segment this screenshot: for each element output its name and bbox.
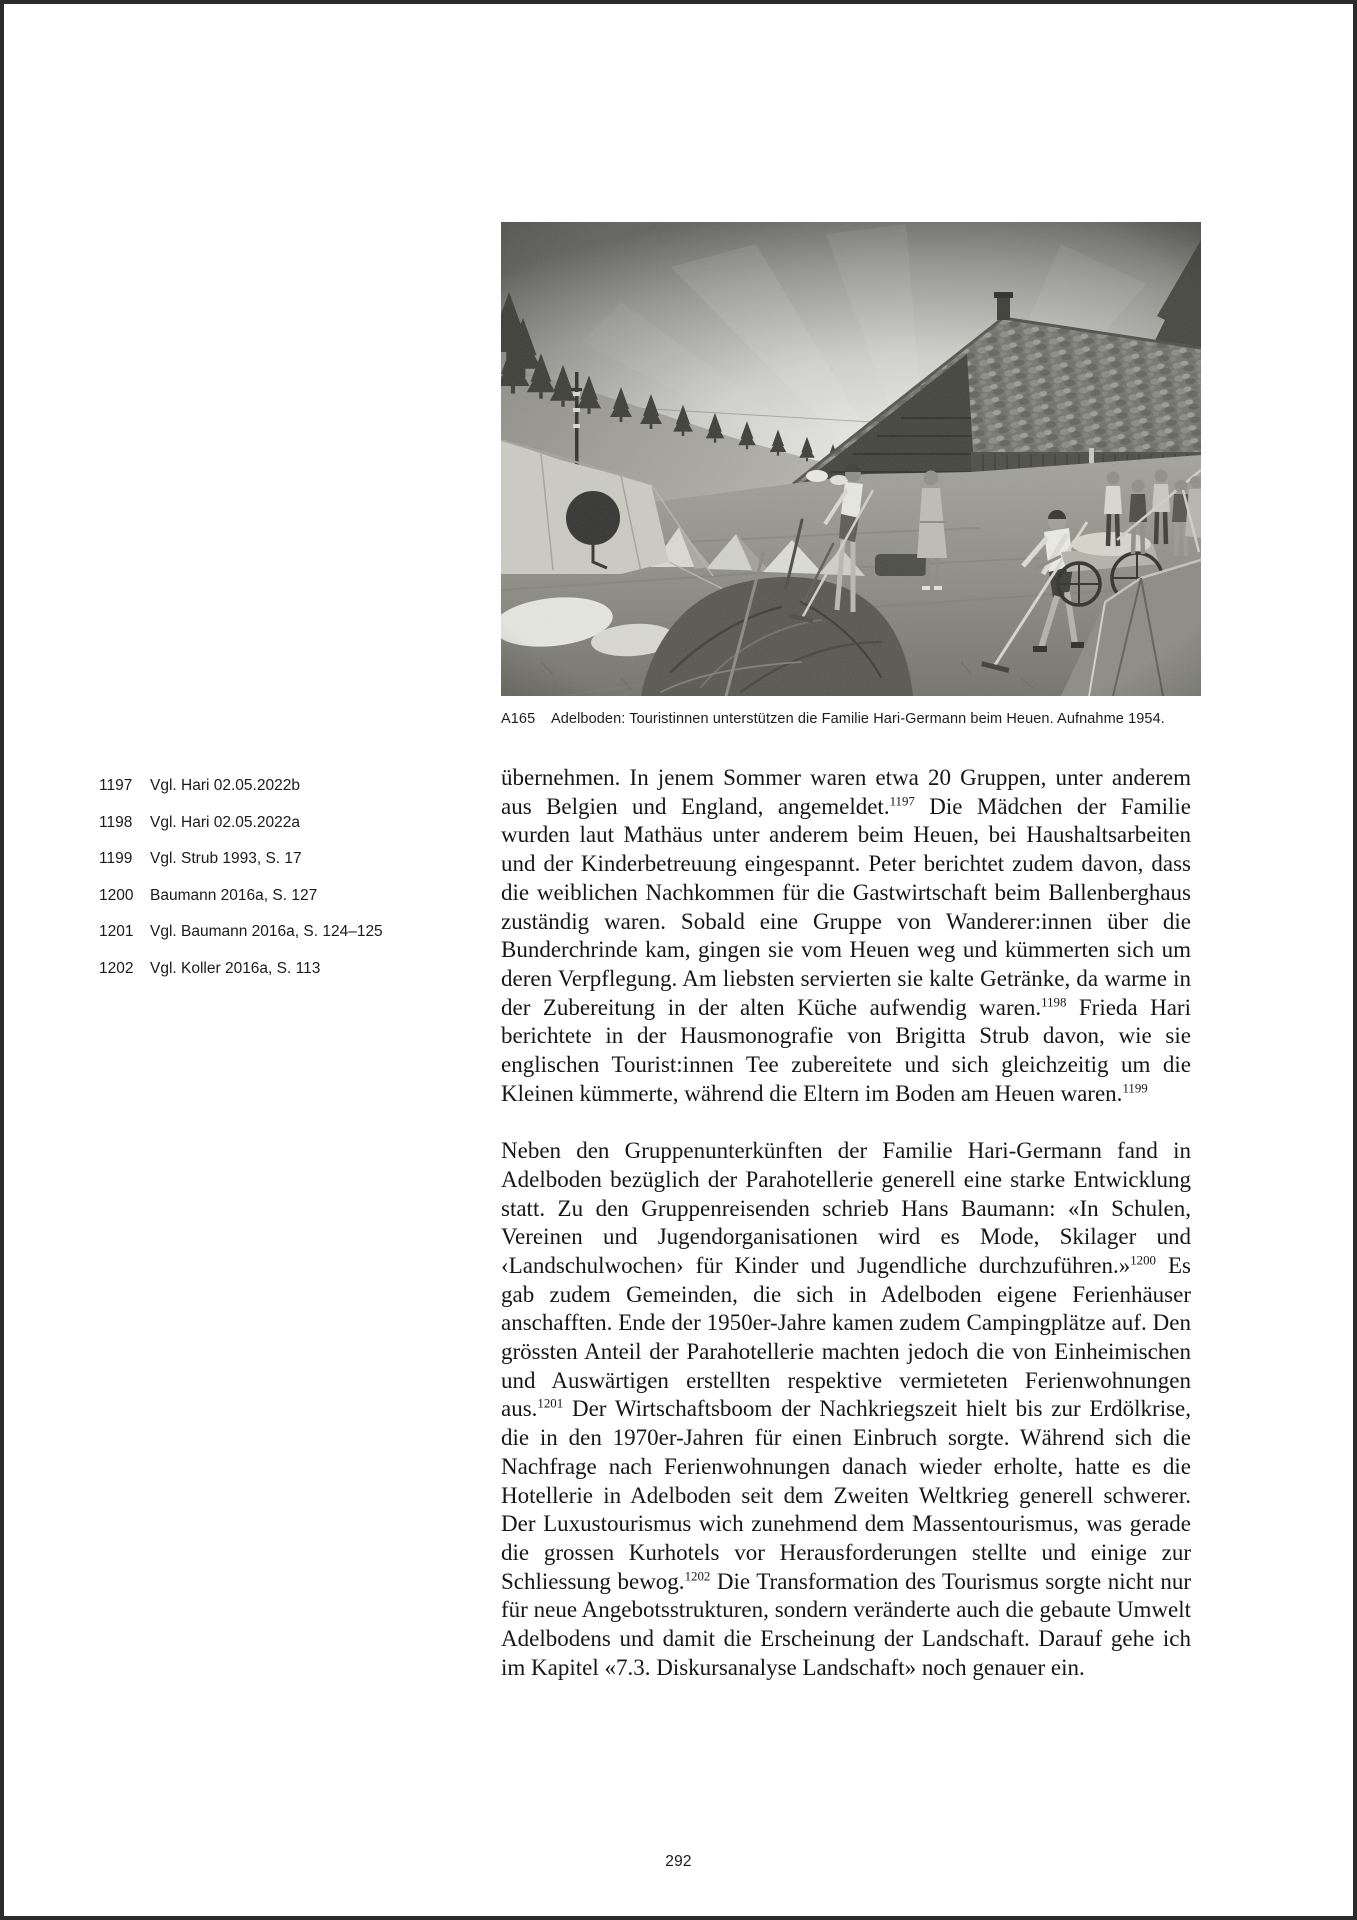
footnote-ref: 1197 xyxy=(889,794,915,809)
footnote-number: 1202 xyxy=(99,959,134,977)
footnote-number: 1200 xyxy=(99,886,134,904)
footnote-item xyxy=(99,778,459,794)
figure-label: A165 xyxy=(501,711,536,727)
footnote-ref: 1199 xyxy=(1122,1081,1148,1096)
footnote-number: 1201 xyxy=(99,923,134,940)
footnote-ref: 1202 xyxy=(684,1569,711,1584)
body-paragraph: übernehmen. In jenem Sommer waren etwa 20 Gruppen, unter anderem aus Belgien und England, angemeldet.$^{1197}$ Die Mädchen der Familie wurden laut Mathäus unter anderem beim Heuen, bei Haushaltsarbeiten und der Kinderbetreuung eingespannt. Peter berichtet zudem davon, dass die weiblichen Nachkommen für die Gastwirtschaft beim Ballenberghaus zuständig waren. Sobald eine Gruppe von Wanderer:innen über die Bunderchrinde kam, gingen sie vom Heuen weg und kümmerten sich um deren Verpflegung. Am liebsten servierten sie kalte Getränke, da warme in der Zubereitung in der alten Küche aufwendig waren.$^{1198}$ Frieda Hari berichtete in der Hausmonografie von Brigitta Strub davon, wie sie englischen Tourist:innen Tee zubereitete und sich gleichzeitig um die Kleinen kümmerte, während die Eltern im Boden am Heuen waren.$^{1199}$ xyxy=(501,765,1191,1106)
footnote-item xyxy=(99,924,459,940)
footnote-text: Vgl. Hari 02.05.2022b xyxy=(150,777,300,794)
footnote-item xyxy=(99,961,459,977)
footnote-item xyxy=(99,888,459,904)
figure xyxy=(501,222,1201,728)
footnote-text: Vgl. Strub 1993, S. 17 xyxy=(150,850,302,867)
footnote-item xyxy=(99,815,459,831)
footnote-list xyxy=(99,778,459,997)
footnote-ref: 1200 xyxy=(1130,1253,1156,1268)
footnote-ref: 1198 xyxy=(1041,994,1067,1009)
footnote-item xyxy=(99,851,459,867)
footnote-number: 1199 xyxy=(99,850,133,867)
body-paragraph: Neben den Gruppenunterkünften der Familie Hari-Germann fand in Adelboden bezüglich der Parahotellerie generell eine starke Entwicklung statt. Zu den Gruppenreisenden schrieb Hans Baumann: «In Schulen, Vereinen und Jugendorganisationen wird es Mode, Skilager und ‹Landschulwochen› für Kinder und Jugendliche durchzuführen.»$^{1200}$ Es gab zudem Gemeinden, die sich in Adelboden eigene Ferienhäuser anschafften. Ende der 1950er-Jahre kamen zudem Campingplätze auf. Den grössten Anteil der Parahotellerie machten jedoch die von Einheimischen und Auswärtigen erstellten respektive vermieteten Ferienwohnungen aus.$^{1201}$ Der Wirtschaftsboom der Nachkriegszeit hielt bis zur Erdölkrise, die in den 1970er-Jahren für einen Einbruch sorgte. Während sich die Nachfrage nach Ferienwohnungen danach wieder erholte, hatte es die Hotellerie in Adelboden seit dem Zweiten Weltkrieg generell schwerer. Der Luxustourismus wich zunehmend dem Massentourismus, was gerade die grossen Kurhotels vor Herausforderungen stellte und einige zur Schliessung bewog.$^{1202}$ Die Transformation des Tourismus sorgte nicht nur für neue Angebotsstrukturen, sondern veränderte auch die gebaute Umwelt Adelbodens und damit die Erscheinung der Landschaft. Darauf gehe ich im Kapitel «7.3. Diskursanalyse Landschaft» noch genauer ein. xyxy=(501,1138,1191,1680)
page-number: 292 xyxy=(665,1853,692,1870)
figure-caption-text: Adelboden: Touristinnen unterstützen die Familie Hari-Germann beim Heuen. Aufnahme 1954. xyxy=(551,711,1165,727)
footnote-text: Vgl. Koller 2016a, S. 113 xyxy=(150,959,321,977)
figure-photo xyxy=(501,222,1201,696)
footnote-text: Vgl. Baumann 2016a, S. 124–125 xyxy=(150,923,383,940)
figure-caption xyxy=(501,710,1201,728)
footnote-text: Vgl. Hari 02.05.2022a xyxy=(150,813,300,831)
body-text xyxy=(501,764,1191,1711)
footnote-ref: 1201 xyxy=(537,1396,564,1411)
footnote-text: Baumann 2016a, S. 127 xyxy=(150,886,318,904)
footnote-number: 1197 xyxy=(99,777,133,794)
footnote-number: 1198 xyxy=(99,813,133,831)
